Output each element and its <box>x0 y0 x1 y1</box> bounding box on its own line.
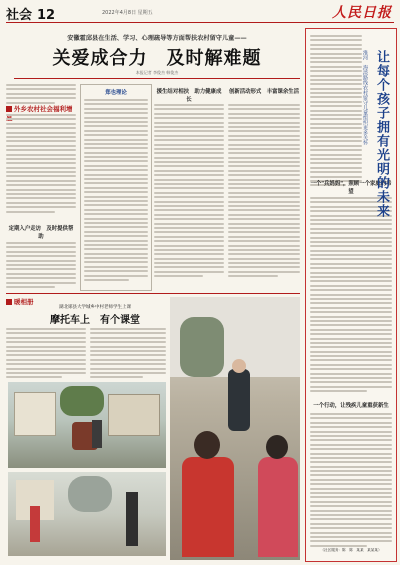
bullet-icon <box>6 106 12 112</box>
tag-label: 暖相册 <box>14 298 34 306</box>
main-column-2 <box>80 84 152 291</box>
text-block <box>310 197 392 395</box>
tree-shape <box>68 476 112 512</box>
side-headline: 让每个孩子拥有光明的未来 <box>374 50 389 218</box>
main-column-3 <box>154 84 224 289</box>
text-block <box>228 104 300 280</box>
teacher-shape <box>228 369 250 431</box>
photo-yard-lesson <box>8 472 166 556</box>
tag-label: 外乡农村社会福利增 <box>14 105 73 113</box>
building-shape <box>14 392 56 436</box>
page-number: 12 <box>37 8 56 23</box>
person-shape <box>92 420 102 448</box>
main-headline: 关爱成合力 及时解难题 <box>52 48 262 69</box>
text-block <box>84 99 148 283</box>
child-pink-jacket-shape <box>258 457 298 557</box>
building-shape <box>108 394 160 436</box>
sub-heading: 定期入户走访 及时提供帮助 <box>8 226 74 240</box>
tree-shape <box>60 386 104 416</box>
second-text-right <box>90 328 166 378</box>
section-label <box>6 4 55 23</box>
head-shape <box>232 359 246 373</box>
second-headline: 摩托车上 有个课堂 <box>50 315 140 326</box>
section-name: 社会 <box>6 8 33 23</box>
bullet-icon <box>6 299 12 305</box>
masthead <box>6 4 394 23</box>
main-column-4 <box>228 84 300 289</box>
main-column-left <box>6 84 76 289</box>
child-shape <box>30 506 40 542</box>
side-footer: （社区服务：陈 陈 某某 某某某） <box>320 548 382 552</box>
dateline: 2022年4月8日 星期五 <box>102 10 153 16</box>
text-block <box>6 114 76 215</box>
text-block <box>90 328 166 381</box>
main-kicker: 安徽霍邱县在生活、学习、心理疏导等方面帮扶农村留守儿童—— <box>67 35 247 42</box>
text-block <box>310 413 392 549</box>
child-head-shape <box>194 431 220 459</box>
tree-shape <box>180 317 224 377</box>
child-head-shape <box>266 435 288 459</box>
text-block <box>310 35 362 189</box>
child-red-jacket-shape <box>182 457 234 557</box>
side-sub-heading-1: 一个"兵妈妈"，照顾一个家庭的希望 <box>310 181 392 195</box>
text-block <box>154 104 224 280</box>
sub-heading: 援生结对相扶 助力健康成长 <box>156 89 222 103</box>
person-shape <box>126 492 138 546</box>
second-kicker: 湖北郧县大学城乡中村老师学生上课 <box>59 305 131 310</box>
divider <box>6 293 300 294</box>
divider <box>14 78 300 79</box>
second-text-left <box>6 328 86 378</box>
text-block <box>6 328 86 381</box>
photo-motorcycle-street <box>8 382 166 468</box>
sub-heading: 郑也理论 <box>105 90 127 96</box>
newspaper-logo: 人民日报 <box>332 5 392 21</box>
side-sub-heading-2: 一个行动，让残疾儿童重获新生 <box>313 403 389 409</box>
main-byline: 本报记者 李俊杰 韩俊杰 <box>135 70 179 75</box>
text-block <box>6 84 76 106</box>
side-kicker: 淮河 海淡路线农村留守儿童组织更多关怀 <box>362 50 368 145</box>
sub-heading: 创新活动形式 丰富课余生活 <box>228 89 300 95</box>
photo-children-greeting <box>170 297 300 560</box>
text-block <box>6 242 76 290</box>
